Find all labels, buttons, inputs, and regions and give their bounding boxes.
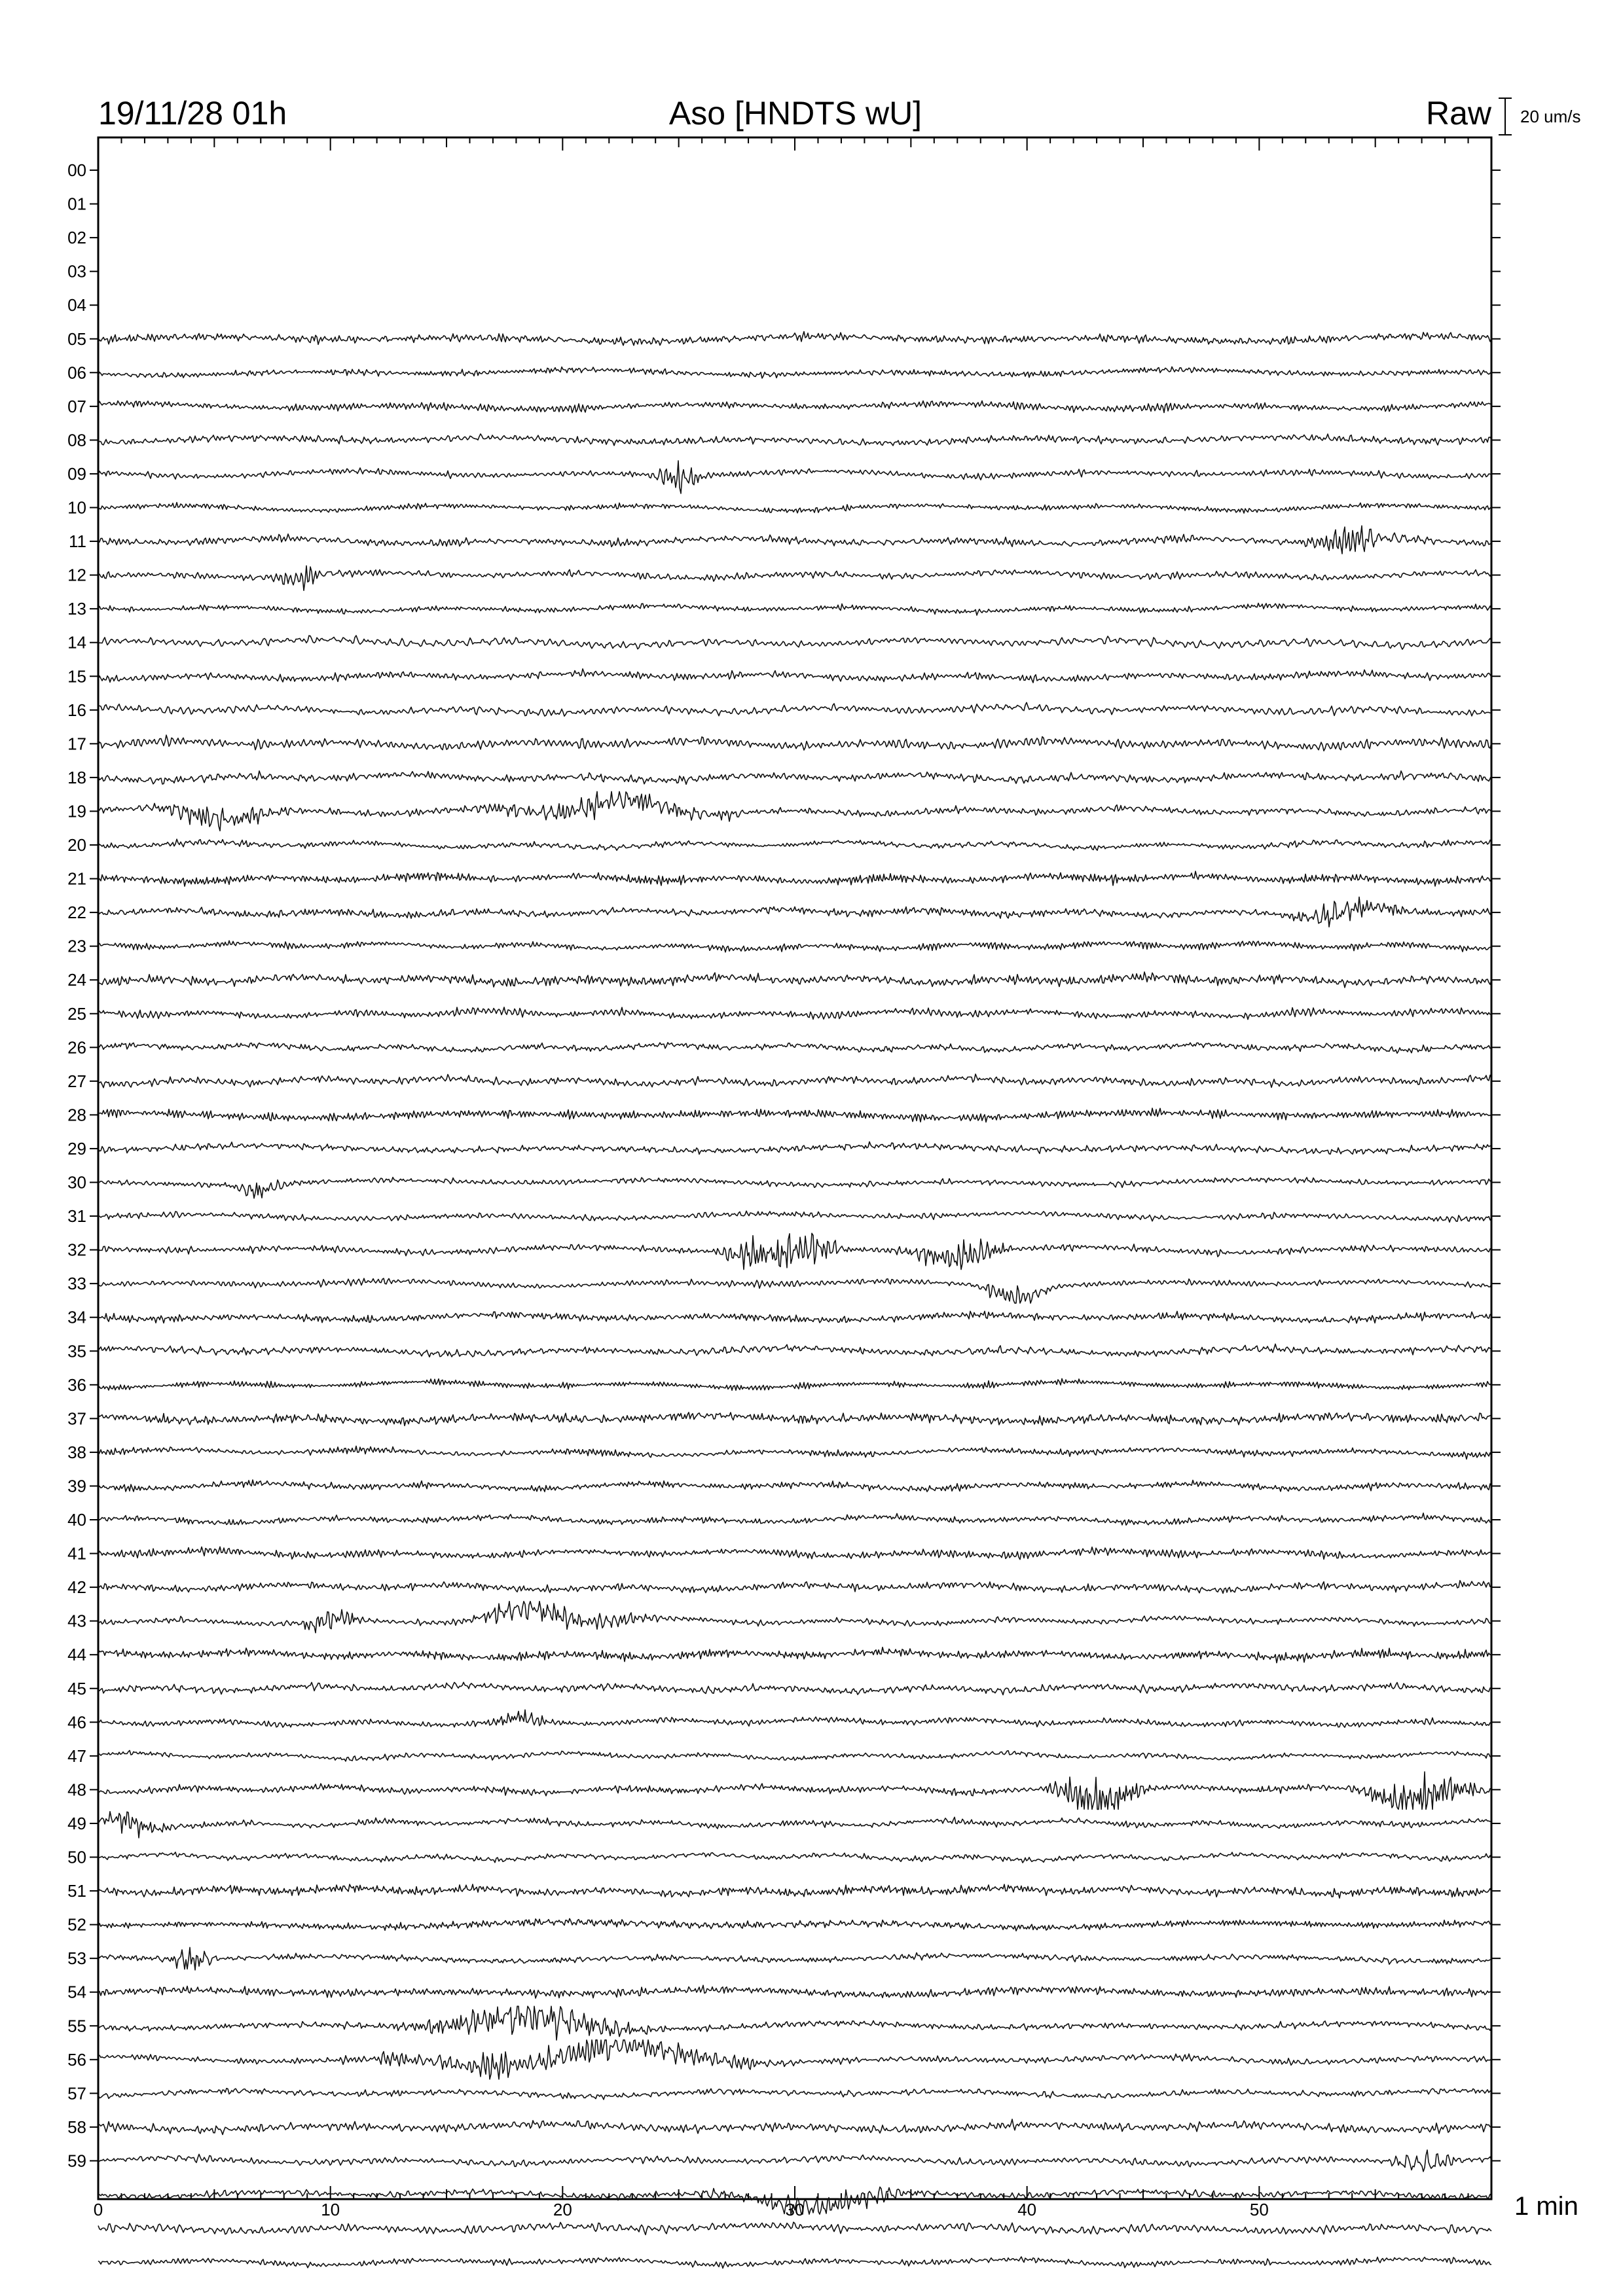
y-tick-label: 16 <box>67 700 86 720</box>
seismic-trace <box>98 1043 1491 1053</box>
seismic-trace <box>98 1947 1491 1970</box>
y-tick-label: 59 <box>67 2151 86 2171</box>
seismic-trace <box>98 603 1491 615</box>
y-tick-label: 55 <box>67 2016 86 2036</box>
seismic-trace <box>98 1581 1491 1594</box>
seismic-trace <box>98 503 1491 513</box>
seismic-trace <box>98 1547 1491 1559</box>
plot-frame <box>98 137 1491 2199</box>
y-tick-label: 20 <box>67 835 86 855</box>
amplitude-scale-label: 20 um/s <box>1520 107 1581 126</box>
y-tick-label: 06 <box>67 363 86 383</box>
y-tick-label: 50 <box>67 1847 86 1867</box>
y-tick-label: 52 <box>67 1914 86 1935</box>
x-unit-label: 1 min <box>1514 2192 1578 2221</box>
seismic-traces <box>98 332 1491 2269</box>
seismic-trace <box>98 702 1491 716</box>
y-tick-label: 39 <box>67 1476 86 1496</box>
y-tick-label: 26 <box>67 1037 86 1058</box>
y-tick-label: 37 <box>67 1408 86 1429</box>
seismic-trace <box>98 771 1491 784</box>
seismic-trace <box>98 1211 1491 1222</box>
y-tick-label: 30 <box>67 1172 86 1193</box>
y-tick-label: 04 <box>67 295 86 315</box>
seismic-trace <box>98 401 1491 412</box>
seismic-trace <box>98 1142 1491 1155</box>
seismic-trace <box>98 1751 1491 1761</box>
seismic-trace <box>98 1852 1491 1863</box>
seismic-trace <box>98 1602 1491 1633</box>
seismic-trace <box>98 461 1491 493</box>
seismic-trace <box>98 2222 1491 2234</box>
seismic-trace <box>98 1710 1491 1727</box>
y-tick-label: 58 <box>67 2117 86 2137</box>
y-tick-label: 40 <box>67 1510 86 1530</box>
seismic-trace <box>98 2150 1491 2172</box>
y-tick-label: 09 <box>67 463 86 484</box>
y-tick-label: 18 <box>67 767 86 787</box>
seismic-trace <box>98 1884 1491 1898</box>
y-tick-label: 54 <box>67 1982 86 2002</box>
seismic-trace <box>98 2006 1491 2040</box>
chart-header <box>98 95 1581 135</box>
x-tick-labels <box>94 2200 1269 2219</box>
y-tick-label: 43 <box>67 1611 86 1631</box>
seismic-trace <box>98 941 1491 952</box>
seismic-trace <box>98 1772 1491 1809</box>
seismic-trace <box>98 1812 1491 1838</box>
y-tick-label: 56 <box>67 2049 86 2070</box>
seismic-trace <box>98 1513 1491 1525</box>
seismic-trace <box>98 1278 1491 1303</box>
y-tick-label: 10 <box>67 497 86 518</box>
y-tick-label: 28 <box>67 1105 86 1125</box>
x-tick-label: 40 <box>1017 2200 1037 2219</box>
seismic-trace <box>98 871 1491 886</box>
y-tick-label: 48 <box>67 1780 86 1800</box>
y-tick-label: 57 <box>67 2083 86 2104</box>
y-tick-label: 01 <box>67 194 86 214</box>
y-tick-labels <box>67 160 86 2170</box>
y-tick-label: 46 <box>67 1712 86 1732</box>
y-tick-label: 41 <box>67 1543 86 1564</box>
seismic-trace <box>98 735 1491 751</box>
seismic-trace <box>98 1446 1491 1459</box>
seismic-trace <box>98 1233 1491 1269</box>
y-tick-label: 45 <box>67 1678 86 1698</box>
seismic-trace <box>98 669 1491 683</box>
seismic-trace <box>98 1177 1491 1198</box>
seismic-trace <box>98 791 1491 831</box>
y-tick-label: 12 <box>67 565 86 585</box>
y-tick-label: 24 <box>67 970 86 990</box>
datetime-label: 19/11/28 01h <box>98 95 287 132</box>
seismic-trace <box>98 1480 1491 1492</box>
seismic-trace <box>98 2257 1491 2268</box>
seismic-trace <box>98 1918 1491 1931</box>
y-tick-label: 32 <box>67 1240 86 1260</box>
y-tick-label: 25 <box>67 1003 86 1024</box>
y-tick-label: 22 <box>67 903 86 923</box>
y-tick-label: 31 <box>67 1206 86 1227</box>
x-tick-label: 10 <box>321 2200 340 2219</box>
seismic-trace <box>98 897 1491 927</box>
seismic-trace <box>98 1311 1491 1323</box>
y-tick-label: 47 <box>67 1746 86 1766</box>
y-tick-label: 38 <box>67 1442 86 1462</box>
mode-label: Raw <box>1425 95 1491 132</box>
y-tick-label: 19 <box>67 801 86 821</box>
seismic-trace <box>98 1412 1491 1426</box>
seismic-trace <box>98 367 1491 378</box>
seismic-trace <box>98 1985 1491 1998</box>
seismic-trace <box>98 332 1491 346</box>
seismic-trace <box>98 526 1491 554</box>
y-tick-label: 42 <box>67 1577 86 1598</box>
y-tick-label: 23 <box>67 936 86 956</box>
seismic-trace <box>98 1007 1491 1020</box>
y-tick-label: 11 <box>69 531 86 552</box>
seismic-trace <box>98 1682 1491 1695</box>
x-tick-label: 50 <box>1249 2200 1269 2219</box>
y-tick-label: 33 <box>67 1274 86 1294</box>
station-title: Aso [HNDTS wU] <box>668 95 922 132</box>
y-tick-label: 07 <box>67 396 86 416</box>
seismic-trace <box>98 2119 1491 2135</box>
y-tick-label: 35 <box>67 1341 86 1361</box>
amplitude-scale-bar <box>1499 98 1512 135</box>
x-tick-label: 20 <box>553 2200 572 2219</box>
y-tick-label: 29 <box>67 1138 86 1158</box>
y-tick-label: 03 <box>67 261 86 281</box>
seismic-trace <box>98 434 1491 446</box>
y-tick-label: 49 <box>67 1813 86 1833</box>
y-tick-label: 14 <box>67 632 86 653</box>
y-tick-label: 17 <box>67 734 86 754</box>
x-tick-label: 0 <box>93 2200 103 2219</box>
y-tick-label: 00 <box>67 160 86 180</box>
y-tick-label: 05 <box>67 329 86 349</box>
seismic-trace <box>98 972 1491 988</box>
y-tick-label: 21 <box>67 869 86 889</box>
y-tick-label: 51 <box>67 1881 86 1901</box>
seismic-trace <box>98 1344 1491 1357</box>
y-tick-label: 44 <box>67 1645 86 1665</box>
y-tick-label: 13 <box>67 599 86 619</box>
seismic-trace <box>98 1378 1491 1390</box>
x-tick-label: 30 <box>785 2200 805 2219</box>
y-tick-label: 27 <box>67 1071 86 1091</box>
seismic-trace <box>98 1108 1491 1122</box>
y-tick-label: 08 <box>67 430 86 450</box>
seismic-trace <box>98 1647 1491 1663</box>
seismic-trace <box>98 565 1491 590</box>
seismic-trace <box>98 839 1491 850</box>
seismic-trace <box>98 2089 1491 2100</box>
seismic-trace <box>98 1074 1491 1088</box>
seismic-trace <box>98 636 1491 649</box>
y-tick-label: 15 <box>67 666 86 687</box>
y-tick-label: 53 <box>67 1948 86 1969</box>
y-tick-label: 36 <box>67 1374 86 1395</box>
seismic-trace <box>98 2040 1491 2079</box>
y-tick-label: 02 <box>67 228 86 248</box>
y-tick-label: 34 <box>67 1307 86 1327</box>
